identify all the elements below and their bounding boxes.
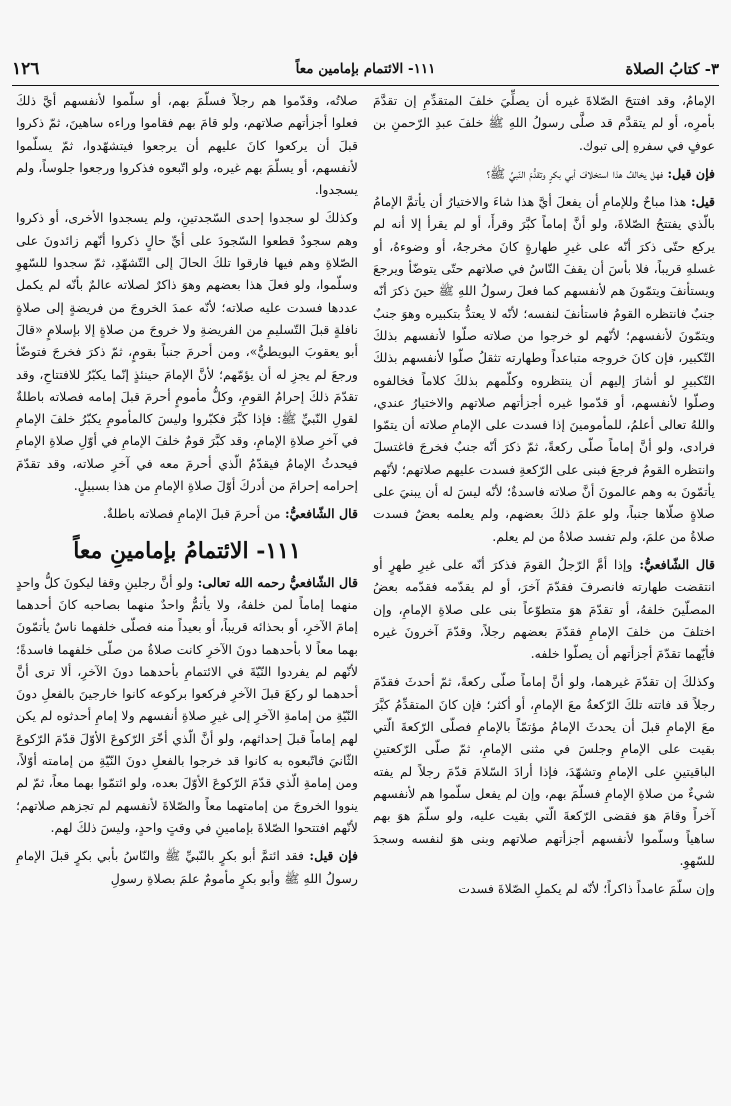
paragraph-text: وإذا أمَّ الرّجلُ القومَ فذكرَ أنّه على غيرِ طهرٍ أو انتقضت طهارته فانصرفَ فقدّمَ آخرَ، أو لم يقدّمه فقدّمه بعضُ المصلّينَ خلفهُ، أو تقدّمَ هوَ متطوّعاً بنى على صلاةِ الإمامِ، وإن اختلفَ من خلفَ الإمامِ فقدّمَ بعضهم رجلاً، وقدّمَ آخرونَ غيره فأيّهما تقدّمَ أجزأتهم أن يصلّوا خلفه. [373, 556, 715, 662]
paragraph [16, 845, 358, 890]
paragraph-text: ولو أنَّ رجلينِ وقفا ليكونَ كلُّ واحدٍ منهما إماماً لمن خلفهُ، ولا يأتمُّ واحدٌ منهما بصاحبه كانَ أحدهما إمامَ الآخرِ، أو بحذائه قريباً، أو بعيداً منه فصلّى خلفهما ناسٌ يأتمّونَ بهما معاً لا بأحدهما دونَ الآخرِ كانت صلاةُ من صلّى خلفهما فاسدةً؛ لأنّهم لم يفردوا النّيّةَ في الائتمامِ بأحدهما دونَ الآخرِ، ألا ترى أنَّ أحدهما لو ركعَ قبلَ الآخرِ فركعوا بركوعه كانوا خارجينَ بالفعلِ دونَ النّيّةِ من إمامةِ الآخرِ إلى غيرِ صلاةِ أنفسهم ولا إمامِ أحدثوه لم يكن لهم إماماً قبلَ إحداثهم، ولو أنَّ الّذي أخّرَ الرّكوعَ الأوّلَ قدّمَ الرّكوعَ الثّانيَ فاتّبعوه به كانوا قد خرجوا بالفعلِ دونَ النّيّةِ من إمامته أوّلاً، ومن إمامةِ الّذي قدّمَ الرّكوعَ الأوّلَ بعده، ولو ائتمّوا بهما معاً، ثمّ لم ينووا الخروجَ من إمامتهما معاً والصّلاةَ لأنفسهم لم تجزهم صلاتهم؛ لأنّهم افتتحوا الصّلاةَ بإمامينِ في وقتٍ واحدٍ، وليسَ ذلكَ لهم. [16, 574, 358, 835]
paragraph-label: قال الشّافعيُّ رحمه الله تعالى: [193, 574, 359, 590]
page-header [12, 56, 719, 82]
paragraph [373, 90, 715, 157]
paragraph [373, 163, 715, 185]
paragraph-label: قال الشّافعيُّ: [280, 506, 358, 522]
paragraph-text: وكذلكَ لو سجدوا إحدى السّجدتينِ، ولم يسجدوا الأخرى، أو ذكروا وهم سجودٌ قطعوا السّجودَ على أيِّ حالٍ ذكروا أنّهم زائدونَ على الصّلاةِ وهم فيها فارقوا تلكَ الحالَ إلى التّشهّدِ، ثمّ سجدوا للسّهوِ وسلّموا، ولو فعلَ هذا بعضهم وهوَ ذاكرٌ لصلاته عالمٌ بأنّه لم يكمل عددها فسدت عليه صلاته؛ لأنّه عمدَ الخروجَ من فريضةٍ إلى صلاةٍ نافلةٍ قبلَ التّسليمِ من الفريضةِ ولا خروجَ من صلاةٍ إلا بإسلامٍ «قالَ أبو يعقوبَ البويطيُّ»، ومن أحرمَ جنباً بقومٍ، ثمّ ذكرَ فخرجَ فتوضّأ ورجعَ لم يجزِ له أن يؤمّهم؛ لأنَّ الإمامَ حينئذٍ إنّما يكبّرُ للافتتاحِ، وقد تقدّمَ ذلكَ إحرامُ القومِ، وكلُّ مأمومٍ أحرمَ قبلَ إمامه فصلاته باطلةٌ لقولِ النّبيِّ ﷺ: فإذا كبَّرَ فكبّروا وليسَ كالمأمومِ يكبّرُ خلفَ الإمامِ في آخرِ صلاةِ الإمامِ، وقد كبَّرَ قومٌ خلفَ الإمامِ في أوّلِ صلاةِ الإمامِ فيحدثُ الإمامُ فيقدّمُ الّذي أحرمَ معه في آخرِ صلاته، وقد تقدّمَ إحرامه إحرامَ من أدركَ أوّلَ صلاةِ الإمامِ من هذا بسبيلٍ. [16, 210, 358, 494]
paragraph-label: فإن قيل: [303, 848, 358, 864]
paragraph [16, 503, 358, 525]
paragraph-text: من أحرمَ قبلَ الإمامِ فصلاته باطلةٌ. [102, 506, 281, 522]
paragraph [16, 572, 358, 840]
book-title: ٣- كتابُ الصلاة [625, 60, 719, 78]
header-rule [12, 85, 719, 86]
paragraph [16, 207, 358, 497]
paragraph-text: وإن سلّمَ عامداً ذاكراً؛ لأنّه لم يكملِ الصّلاةَ فسدت [458, 881, 715, 897]
paragraph-label: قال الشّافعيُّ: [632, 556, 715, 572]
paragraph-text: فهل يخالفُ هذا استخلافَ أبي بكرٍ وتقدُّمَ النّبيِّ ﷺ؟ [486, 165, 664, 181]
paragraph [373, 671, 715, 872]
paragraph [16, 90, 358, 201]
section-heading: ١١١- الائتمامُ بإمامينِ معاً [73, 537, 301, 564]
paragraph-text: فقد ائتمَّ أبو بكرٍ بالنّبيِّ ﷺ والنّاسُ بأبي بكرٍ قبلَ الإمامِ رسولُ اللهِ ﷺ وأبو بكرٍ مأمومٌ علمَ بصلاةِ رسولِ [16, 848, 358, 886]
paragraph [373, 554, 715, 665]
left-column [16, 90, 358, 896]
paragraph-label: قيل: [686, 194, 715, 210]
paragraph-label: فإن قيل: [663, 165, 715, 181]
right-column [373, 90, 715, 906]
paragraph-text: هذا مباحٌ وللإمامِ أن يفعلَ أيَّ هذا شاءَ والاختيارُ أن يأتمَّ الإمامُ بالّذي يفتتحُ الصّلاةَ، ولو أنَّ إماماً كبَّرَ وقرأَ، أو لم يقرأ إلا أنه لم يركع حتّى ذكرَ أنّه على غيرِ طهارةٍ كانَ مخرجهُ، أو وضوءهُ، أو غسلهِ قريباً، فلا بأسَ أن يقفَ النّاسُ في صلاتهم حتّى يتوضّأ ويرجعَ ويستأنفَ ويتمّونَ هم لأنفسهم كما فعلَ رسولُ اللهِ ﷺ حينَ ذكرَ أنّه جنبٌ فانتظره القومُ فاستأنفَ لنفسه؛ لأنّه لا يعتدُّ بتكبيره وهوَ جنبٌ ويتمّونَ لأنفسهم؛ لأنّهم لو خرجوا من صلاته صلّوا لأنفسهم بذلكَ التّكبير، فإن كانَ خروجه متباعداً وطهارته تثقلُ صلّوا لأنفسهم بذلكَ التّكبيرِ لو أشارَ إليهم أن ينتظروه وكلّمهم بذلكَ كلاماً فخالفوه وصلّوا لأنفسهم، أو قدّموا غيره أجزأتهم صلاتهم والاختيارُ عندي، واللهُ تعالى أعلمُ، للمأمومينَ إذا فسدت على الإمامِ صلاته أن يتمّوا فرادى، ولو أنَّ إماماً صلّى ركعةً، ثمّ ذكرَ أنّه جنبٌ فخرجَ فاغتسلَ وانتظره القومُ فرجعَ فبنى على الرّكعةِ فسدت عليهم صلاتهم؛ لأنّهم يأتمّونَ به وهم عالمونَ أنَّ صلاته فاسدةٌ؛ لأنّه ليسَ له أن يبنيَ على صلاةٍ صلّاها جنباً، ولو علمَ ذلكَ بعضهم، ولم يعلمه بعضٌ فسدت صلاةُ من علمَ، ولم تفسد صلاةُ من لم يعلم. [373, 194, 716, 544]
paragraph-text: الإمامُ، وقد افتتحَ الصّلاةَ غيره أن يصلِّيَ خلفَ المتقدِّمِ إن تقدَّمَ بأمرِه، أو لم يتقدَّم قد صلَّى رسولُ اللهِ ﷺ خلفَ عبدِ الرّحمنِ بن عوفٍ في سفرهِ إلى تبوك. [373, 93, 715, 153]
paragraph [373, 191, 715, 548]
paragraph-text: صلاتُه، وقدّموا هم رجلاً فسلّمَ بهم، أو سلّموا لأنفسهم أيَّ ذلكَ فعلوا أجزأتهم صلاتهم، ولو قامَ بهم فقاموا وراءه ساهينَ، ثمّ ذكروا قبلَ أن يركعوا كانَ عليهم أن يرجعوا فيتشهّدوا، ثمّ يسلّموا لأنفسهم، أو يسلّمَ بهم غيره، ولو اتّبعوه فذكروا ورجعوا جلوساً، ولم يسجدوا. [16, 93, 358, 198]
paragraph [373, 878, 715, 900]
chapter-title: ١١١- الائتمام بإمامين معاً [295, 61, 436, 77]
page-number: ١٢٦ [12, 59, 40, 79]
paragraph-text: وكذلكَ إن تقدّمَ غيرهما، ولو أنَّ إماماً صلّى ركعةً، ثمّ أحدثَ فقدّمَ رجلاً قد فاتته تلكَ الرّكعةُ معَ الإمامِ، أو أكثر؛ فإن كانَ المتقدِّمُ كبَّرَ معَ الإمامِ قبلَ أن يحدثَ الإمامُ مؤتمّاً بالإمامِ فصلّى الرّكعةَ الّتي بقيت على الإمامِ وجلسَ في مثنى الإمامِ، ثمّ صلّى الرّكعتينِ الباقيتينِ على الإمامِ وتشهّدَ، فإذا أرادَ السّلامَ قدّمَ رجلاً لم يفته شيءٌ من صلاةِ الإمامِ فسلّمَ بهم، وإن لم يفعل سلّموا هم لأنفسهم آخراً وقامَ هوَ فقضى الرّكعةَ الّتي بقيت عليه، ولو سلّمَ هوَ بهم ساهياً وسلّموا لأنفسهم أجزأتهم صلاتهم وبنى هوَ لنفسه وسجدَ للسّهوِ. [373, 674, 715, 868]
